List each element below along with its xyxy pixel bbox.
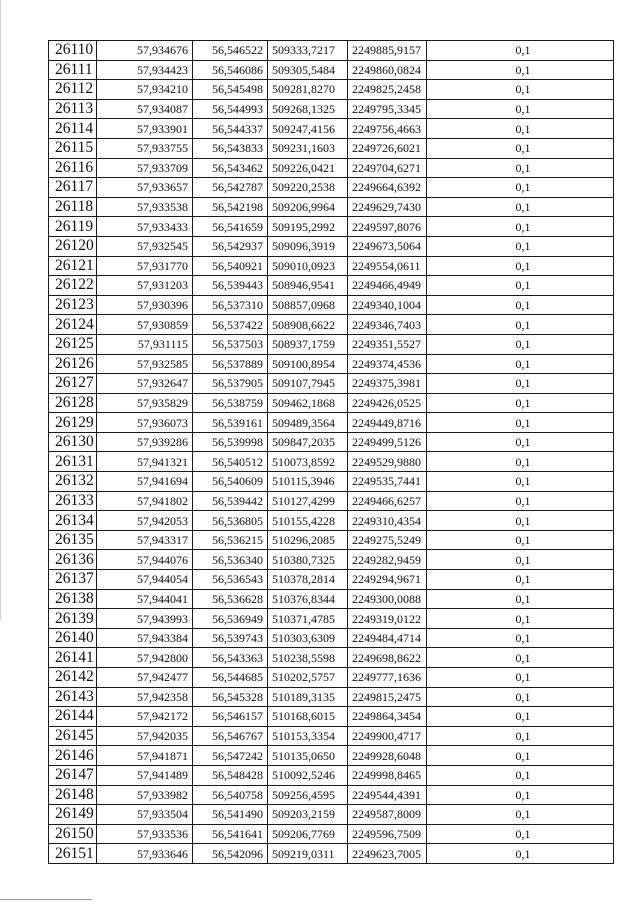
longitude-cell: 56,536628 — [193, 589, 268, 609]
longitude-cell: 56,536215 — [193, 530, 268, 550]
table-row — [49, 256, 614, 276]
x-coordinate-cell: 509203,2159 — [268, 805, 348, 825]
table-row — [49, 295, 614, 315]
x-coordinate-cell: 508857,0968 — [268, 295, 348, 315]
table-row — [49, 334, 614, 354]
x-coordinate-cell: 510092,5246 — [268, 765, 348, 785]
table-row — [49, 80, 614, 100]
longitude-cell: 56,544993 — [193, 99, 268, 119]
x-coordinate-cell: 509847,2035 — [268, 432, 348, 452]
footer-line — [0, 899, 92, 900]
longitude-cell: 56,542198 — [193, 197, 268, 217]
x-coordinate-cell: 509226,0421 — [268, 158, 348, 178]
latitude-cell: 57,941321 — [97, 452, 193, 472]
table-row — [49, 138, 614, 158]
point-number-cell: 26113 — [49, 99, 97, 119]
longitude-cell: 56,537889 — [193, 354, 268, 374]
longitude-cell: 56,547242 — [193, 746, 268, 766]
latitude-cell: 57,944041 — [97, 589, 193, 609]
longitude-cell: 56,541490 — [193, 805, 268, 825]
y-coordinate-cell: 2249346,7403 — [348, 315, 427, 335]
accuracy-value-cell: 0,1 — [427, 413, 614, 433]
x-coordinate-cell: 509256,4595 — [268, 785, 348, 805]
accuracy-value-cell: 0,1 — [427, 197, 614, 217]
longitude-cell: 56,536805 — [193, 511, 268, 531]
point-number-cell: 26143 — [49, 687, 97, 707]
point-number-cell: 26150 — [49, 824, 97, 844]
longitude-cell: 56,545328 — [193, 687, 268, 707]
table-row — [49, 824, 614, 844]
table-row — [49, 276, 614, 296]
longitude-cell: 56,539442 — [193, 491, 268, 511]
longitude-cell: 56,546157 — [193, 707, 268, 727]
latitude-cell: 57,930859 — [97, 315, 193, 335]
latitude-cell: 57,934423 — [97, 60, 193, 80]
scan-edge-line — [0, 0, 1, 620]
latitude-cell: 57,942477 — [97, 668, 193, 688]
point-number-cell: 26123 — [49, 295, 97, 315]
x-coordinate-cell: 510115,3946 — [268, 472, 348, 492]
table-row — [49, 413, 614, 433]
latitude-cell: 57,941802 — [97, 491, 193, 511]
accuracy-value-cell: 0,1 — [427, 393, 614, 413]
longitude-cell: 56,540609 — [193, 472, 268, 492]
point-number-cell: 26146 — [49, 746, 97, 766]
table-row — [49, 354, 614, 374]
table-row — [49, 570, 614, 590]
latitude-cell: 57,944076 — [97, 550, 193, 570]
accuracy-value-cell: 0,1 — [427, 80, 614, 100]
point-number-cell: 26147 — [49, 765, 97, 785]
longitude-cell: 56,545498 — [193, 80, 268, 100]
y-coordinate-cell: 2249704,6271 — [348, 158, 427, 178]
table-row — [49, 178, 614, 198]
table-row — [49, 197, 614, 217]
y-coordinate-cell: 2249825,2458 — [348, 80, 427, 100]
point-number-cell: 26142 — [49, 668, 97, 688]
table-row — [49, 765, 614, 785]
accuracy-value-cell: 0,1 — [427, 432, 614, 452]
y-coordinate-cell: 2249282,9459 — [348, 550, 427, 570]
y-coordinate-cell: 2249544,4391 — [348, 785, 427, 805]
y-coordinate-cell: 2249374,4536 — [348, 354, 427, 374]
x-coordinate-cell: 510202,5757 — [268, 668, 348, 688]
y-coordinate-cell: 2249777,1636 — [348, 668, 427, 688]
point-number-cell: 26149 — [49, 805, 97, 825]
accuracy-value-cell: 0,1 — [427, 511, 614, 531]
accuracy-value-cell: 0,1 — [427, 550, 614, 570]
accuracy-value-cell: 0,1 — [427, 805, 614, 825]
longitude-cell: 56,546522 — [193, 41, 268, 61]
x-coordinate-cell: 510371,4785 — [268, 609, 348, 629]
accuracy-value-cell: 0,1 — [427, 491, 614, 511]
y-coordinate-cell: 2249623,7005 — [348, 844, 427, 864]
latitude-cell: 57,941489 — [97, 765, 193, 785]
table-row — [49, 432, 614, 452]
accuracy-value-cell: 0,1 — [427, 472, 614, 492]
accuracy-value-cell: 0,1 — [427, 60, 614, 80]
point-number-cell: 26141 — [49, 648, 97, 668]
longitude-cell: 56,544685 — [193, 668, 268, 688]
longitude-cell: 56,543363 — [193, 648, 268, 668]
x-coordinate-cell: 509010,0923 — [268, 256, 348, 276]
latitude-cell: 57,942035 — [97, 726, 193, 746]
latitude-cell: 57,931203 — [97, 276, 193, 296]
point-number-cell: 26144 — [49, 707, 97, 727]
coordinates-table-body — [49, 41, 614, 864]
y-coordinate-cell: 2249726,6021 — [348, 138, 427, 158]
point-number-cell: 26133 — [49, 491, 97, 511]
latitude-cell: 57,933538 — [97, 197, 193, 217]
x-coordinate-cell: 508937,1759 — [268, 334, 348, 354]
latitude-cell: 57,933755 — [97, 138, 193, 158]
x-coordinate-cell: 510296,2085 — [268, 530, 348, 550]
longitude-cell: 56,537422 — [193, 315, 268, 335]
x-coordinate-cell: 509247,4156 — [268, 119, 348, 139]
point-number-cell: 26114 — [49, 119, 97, 139]
latitude-cell: 57,943993 — [97, 609, 193, 629]
y-coordinate-cell: 2249535,7441 — [348, 472, 427, 492]
table-row — [49, 217, 614, 237]
table-row — [49, 746, 614, 766]
point-number-cell: 26111 — [49, 60, 97, 80]
x-coordinate-cell: 509333,7217 — [268, 41, 348, 61]
longitude-cell: 56,548428 — [193, 765, 268, 785]
table-row — [49, 41, 614, 61]
accuracy-value-cell: 0,1 — [427, 785, 614, 805]
accuracy-value-cell: 0,1 — [427, 236, 614, 256]
x-coordinate-cell: 510189,3135 — [268, 687, 348, 707]
point-number-cell: 26118 — [49, 197, 97, 217]
latitude-cell: 57,942053 — [97, 511, 193, 531]
point-number-cell: 26119 — [49, 217, 97, 237]
table-row — [49, 785, 614, 805]
point-number-cell: 26116 — [49, 158, 97, 178]
accuracy-value-cell: 0,1 — [427, 178, 614, 198]
longitude-cell: 56,543833 — [193, 138, 268, 158]
accuracy-value-cell: 0,1 — [427, 354, 614, 374]
accuracy-value-cell: 0,1 — [427, 217, 614, 237]
y-coordinate-cell: 2249294,9671 — [348, 570, 427, 590]
x-coordinate-cell: 510238,5598 — [268, 648, 348, 668]
latitude-cell: 57,933709 — [97, 158, 193, 178]
table-row — [49, 236, 614, 256]
table-row — [49, 628, 614, 648]
table-row — [49, 511, 614, 531]
longitude-cell: 56,541659 — [193, 217, 268, 237]
y-coordinate-cell: 2249664,6392 — [348, 178, 427, 198]
point-number-cell: 26138 — [49, 589, 97, 609]
latitude-cell: 57,931115 — [97, 334, 193, 354]
x-coordinate-cell: 510376,8344 — [268, 589, 348, 609]
latitude-cell: 57,933433 — [97, 217, 193, 237]
point-number-cell: 26117 — [49, 178, 97, 198]
y-coordinate-cell: 2249554,0611 — [348, 256, 427, 276]
table-row — [49, 687, 614, 707]
x-coordinate-cell: 510155,4228 — [268, 511, 348, 531]
y-coordinate-cell: 2249864,3454 — [348, 707, 427, 727]
point-number-cell: 26115 — [49, 138, 97, 158]
y-coordinate-cell: 2249375,3981 — [348, 374, 427, 394]
accuracy-value-cell: 0,1 — [427, 256, 614, 276]
point-number-cell: 26148 — [49, 785, 97, 805]
table-row — [49, 609, 614, 629]
table-row — [49, 472, 614, 492]
y-coordinate-cell: 2249756,4663 — [348, 119, 427, 139]
point-number-cell: 26130 — [49, 432, 97, 452]
latitude-cell: 57,941871 — [97, 746, 193, 766]
latitude-cell: 57,931770 — [97, 256, 193, 276]
accuracy-value-cell: 0,1 — [427, 609, 614, 629]
x-coordinate-cell: 508946,9541 — [268, 276, 348, 296]
latitude-cell: 57,934210 — [97, 80, 193, 100]
accuracy-value-cell: 0,1 — [427, 452, 614, 472]
accuracy-value-cell: 0,1 — [427, 119, 614, 139]
latitude-cell: 57,939286 — [97, 432, 193, 452]
accuracy-value-cell: 0,1 — [427, 726, 614, 746]
x-coordinate-cell: 509231,1603 — [268, 138, 348, 158]
accuracy-value-cell: 0,1 — [427, 844, 614, 864]
table-row — [49, 158, 614, 178]
y-coordinate-cell: 2249596,7509 — [348, 824, 427, 844]
x-coordinate-cell: 509195,2992 — [268, 217, 348, 237]
y-coordinate-cell: 2249860,0824 — [348, 60, 427, 80]
longitude-cell: 56,540921 — [193, 256, 268, 276]
x-coordinate-cell: 510303,6309 — [268, 628, 348, 648]
point-number-cell: 26137 — [49, 570, 97, 590]
longitude-cell: 56,544337 — [193, 119, 268, 139]
longitude-cell: 56,542787 — [193, 178, 268, 198]
longitude-cell: 56,540512 — [193, 452, 268, 472]
accuracy-value-cell: 0,1 — [427, 746, 614, 766]
point-number-cell: 26122 — [49, 276, 97, 296]
y-coordinate-cell: 2249673,5064 — [348, 236, 427, 256]
latitude-cell: 57,944054 — [97, 570, 193, 590]
y-coordinate-cell: 2249340,1004 — [348, 295, 427, 315]
point-number-cell: 26139 — [49, 609, 97, 629]
point-number-cell: 26132 — [49, 472, 97, 492]
y-coordinate-cell: 2249885,9157 — [348, 41, 427, 61]
y-coordinate-cell: 2249426,0525 — [348, 393, 427, 413]
point-number-cell: 26151 — [49, 844, 97, 864]
latitude-cell: 57,934087 — [97, 99, 193, 119]
y-coordinate-cell: 2249351,5527 — [348, 334, 427, 354]
x-coordinate-cell: 509107,7945 — [268, 374, 348, 394]
table-row — [49, 726, 614, 746]
accuracy-value-cell: 0,1 — [427, 824, 614, 844]
point-number-cell: 26124 — [49, 315, 97, 335]
longitude-cell: 56,541641 — [193, 824, 268, 844]
table-row — [49, 452, 614, 472]
table-row — [49, 374, 614, 394]
latitude-cell: 57,942800 — [97, 648, 193, 668]
accuracy-value-cell: 0,1 — [427, 138, 614, 158]
point-number-cell: 26129 — [49, 413, 97, 433]
latitude-cell: 57,935829 — [97, 393, 193, 413]
longitude-cell: 56,546767 — [193, 726, 268, 746]
longitude-cell: 56,537503 — [193, 334, 268, 354]
x-coordinate-cell: 509219,0311 — [268, 844, 348, 864]
accuracy-value-cell: 0,1 — [427, 628, 614, 648]
accuracy-value-cell: 0,1 — [427, 315, 614, 335]
point-number-cell: 26121 — [49, 256, 97, 276]
x-coordinate-cell: 509462,1868 — [268, 393, 348, 413]
point-number-cell: 26126 — [49, 354, 97, 374]
latitude-cell: 57,942172 — [97, 707, 193, 727]
accuracy-value-cell: 0,1 — [427, 41, 614, 61]
table-row — [49, 550, 614, 570]
accuracy-value-cell: 0,1 — [427, 158, 614, 178]
y-coordinate-cell: 2249449,8716 — [348, 413, 427, 433]
y-coordinate-cell: 2249466,4949 — [348, 276, 427, 296]
latitude-cell: 57,933657 — [97, 178, 193, 198]
y-coordinate-cell: 2249319,0122 — [348, 609, 427, 629]
latitude-cell: 57,943384 — [97, 628, 193, 648]
longitude-cell: 56,546086 — [193, 60, 268, 80]
latitude-cell: 57,943317 — [97, 530, 193, 550]
x-coordinate-cell: 509206,7769 — [268, 824, 348, 844]
longitude-cell: 56,542096 — [193, 844, 268, 864]
latitude-cell: 57,933982 — [97, 785, 193, 805]
table-row — [49, 589, 614, 609]
y-coordinate-cell: 2249698,8622 — [348, 648, 427, 668]
x-coordinate-cell: 510380,7325 — [268, 550, 348, 570]
x-coordinate-cell: 510378,2814 — [268, 570, 348, 590]
table-row — [49, 530, 614, 550]
point-number-cell: 26140 — [49, 628, 97, 648]
accuracy-value-cell: 0,1 — [427, 765, 614, 785]
latitude-cell: 57,932647 — [97, 374, 193, 394]
latitude-cell: 57,933901 — [97, 119, 193, 139]
y-coordinate-cell: 2249629,7430 — [348, 197, 427, 217]
latitude-cell: 57,932585 — [97, 354, 193, 374]
accuracy-value-cell: 0,1 — [427, 374, 614, 394]
latitude-cell: 57,932545 — [97, 236, 193, 256]
longitude-cell: 56,537310 — [193, 295, 268, 315]
accuracy-value-cell: 0,1 — [427, 589, 614, 609]
y-coordinate-cell: 2249597,8076 — [348, 217, 427, 237]
point-number-cell: 26128 — [49, 393, 97, 413]
y-coordinate-cell: 2249484,4714 — [348, 628, 427, 648]
x-coordinate-cell: 509305,5484 — [268, 60, 348, 80]
coordinates-table — [48, 40, 614, 864]
accuracy-value-cell: 0,1 — [427, 99, 614, 119]
accuracy-value-cell: 0,1 — [427, 570, 614, 590]
latitude-cell: 57,933646 — [97, 844, 193, 864]
longitude-cell: 56,543462 — [193, 158, 268, 178]
y-coordinate-cell: 2249928,6048 — [348, 746, 427, 766]
accuracy-value-cell: 0,1 — [427, 276, 614, 296]
y-coordinate-cell: 2249300,0088 — [348, 589, 427, 609]
table-row — [49, 648, 614, 668]
y-coordinate-cell: 2249499,5126 — [348, 432, 427, 452]
point-number-cell: 26110 — [49, 41, 97, 61]
point-number-cell: 26131 — [49, 452, 97, 472]
accuracy-value-cell: 0,1 — [427, 334, 614, 354]
accuracy-value-cell: 0,1 — [427, 687, 614, 707]
point-number-cell: 26136 — [49, 550, 97, 570]
point-number-cell: 26134 — [49, 511, 97, 531]
longitude-cell: 56,538759 — [193, 393, 268, 413]
accuracy-value-cell: 0,1 — [427, 668, 614, 688]
table-row — [49, 99, 614, 119]
table-row — [49, 668, 614, 688]
point-number-cell: 26120 — [49, 236, 97, 256]
longitude-cell: 56,537905 — [193, 374, 268, 394]
latitude-cell: 57,942358 — [97, 687, 193, 707]
point-number-cell: 26145 — [49, 726, 97, 746]
y-coordinate-cell: 2249900,4717 — [348, 726, 427, 746]
longitude-cell: 56,536340 — [193, 550, 268, 570]
table-row — [49, 393, 614, 413]
latitude-cell: 57,934676 — [97, 41, 193, 61]
x-coordinate-cell: 509281,8270 — [268, 80, 348, 100]
table-row — [49, 119, 614, 139]
longitude-cell: 56,539443 — [193, 276, 268, 296]
y-coordinate-cell: 2249815,2475 — [348, 687, 427, 707]
longitude-cell: 56,536543 — [193, 570, 268, 590]
y-coordinate-cell: 2249795,3345 — [348, 99, 427, 119]
table-row — [49, 60, 614, 80]
longitude-cell: 56,540758 — [193, 785, 268, 805]
x-coordinate-cell: 509096,3919 — [268, 236, 348, 256]
latitude-cell: 57,936073 — [97, 413, 193, 433]
longitude-cell: 56,539998 — [193, 432, 268, 452]
longitude-cell: 56,542937 — [193, 236, 268, 256]
x-coordinate-cell: 510073,8592 — [268, 452, 348, 472]
x-coordinate-cell: 510127,4299 — [268, 491, 348, 511]
accuracy-value-cell: 0,1 — [427, 295, 614, 315]
y-coordinate-cell: 2249998,8465 — [348, 765, 427, 785]
x-coordinate-cell: 508908,6622 — [268, 315, 348, 335]
latitude-cell: 57,930396 — [97, 295, 193, 315]
accuracy-value-cell: 0,1 — [427, 530, 614, 550]
x-coordinate-cell: 510153,3354 — [268, 726, 348, 746]
y-coordinate-cell: 2249275,5249 — [348, 530, 427, 550]
point-number-cell: 26112 — [49, 80, 97, 100]
longitude-cell: 56,539161 — [193, 413, 268, 433]
y-coordinate-cell: 2249587,8009 — [348, 805, 427, 825]
latitude-cell: 57,941694 — [97, 472, 193, 492]
point-number-cell: 26125 — [49, 334, 97, 354]
x-coordinate-cell: 509220,2538 — [268, 178, 348, 198]
x-coordinate-cell: 510135,0650 — [268, 746, 348, 766]
point-number-cell: 26127 — [49, 374, 97, 394]
x-coordinate-cell: 509206,9964 — [268, 197, 348, 217]
x-coordinate-cell: 510168,6015 — [268, 707, 348, 727]
table-row — [49, 707, 614, 727]
table-row — [49, 315, 614, 335]
y-coordinate-cell: 2249310,4354 — [348, 511, 427, 531]
y-coordinate-cell: 2249529,9880 — [348, 452, 427, 472]
accuracy-value-cell: 0,1 — [427, 707, 614, 727]
longitude-cell: 56,536949 — [193, 609, 268, 629]
y-coordinate-cell: 2249466,6257 — [348, 491, 427, 511]
x-coordinate-cell: 509489,3564 — [268, 413, 348, 433]
table-row — [49, 844, 614, 864]
x-coordinate-cell: 509268,1325 — [268, 99, 348, 119]
latitude-cell: 57,933536 — [97, 824, 193, 844]
accuracy-value-cell: 0,1 — [427, 648, 614, 668]
table-row — [49, 491, 614, 511]
table-row — [49, 805, 614, 825]
point-number-cell: 26135 — [49, 530, 97, 550]
latitude-cell: 57,933504 — [97, 805, 193, 825]
x-coordinate-cell: 509100,8954 — [268, 354, 348, 374]
longitude-cell: 56,539743 — [193, 628, 268, 648]
